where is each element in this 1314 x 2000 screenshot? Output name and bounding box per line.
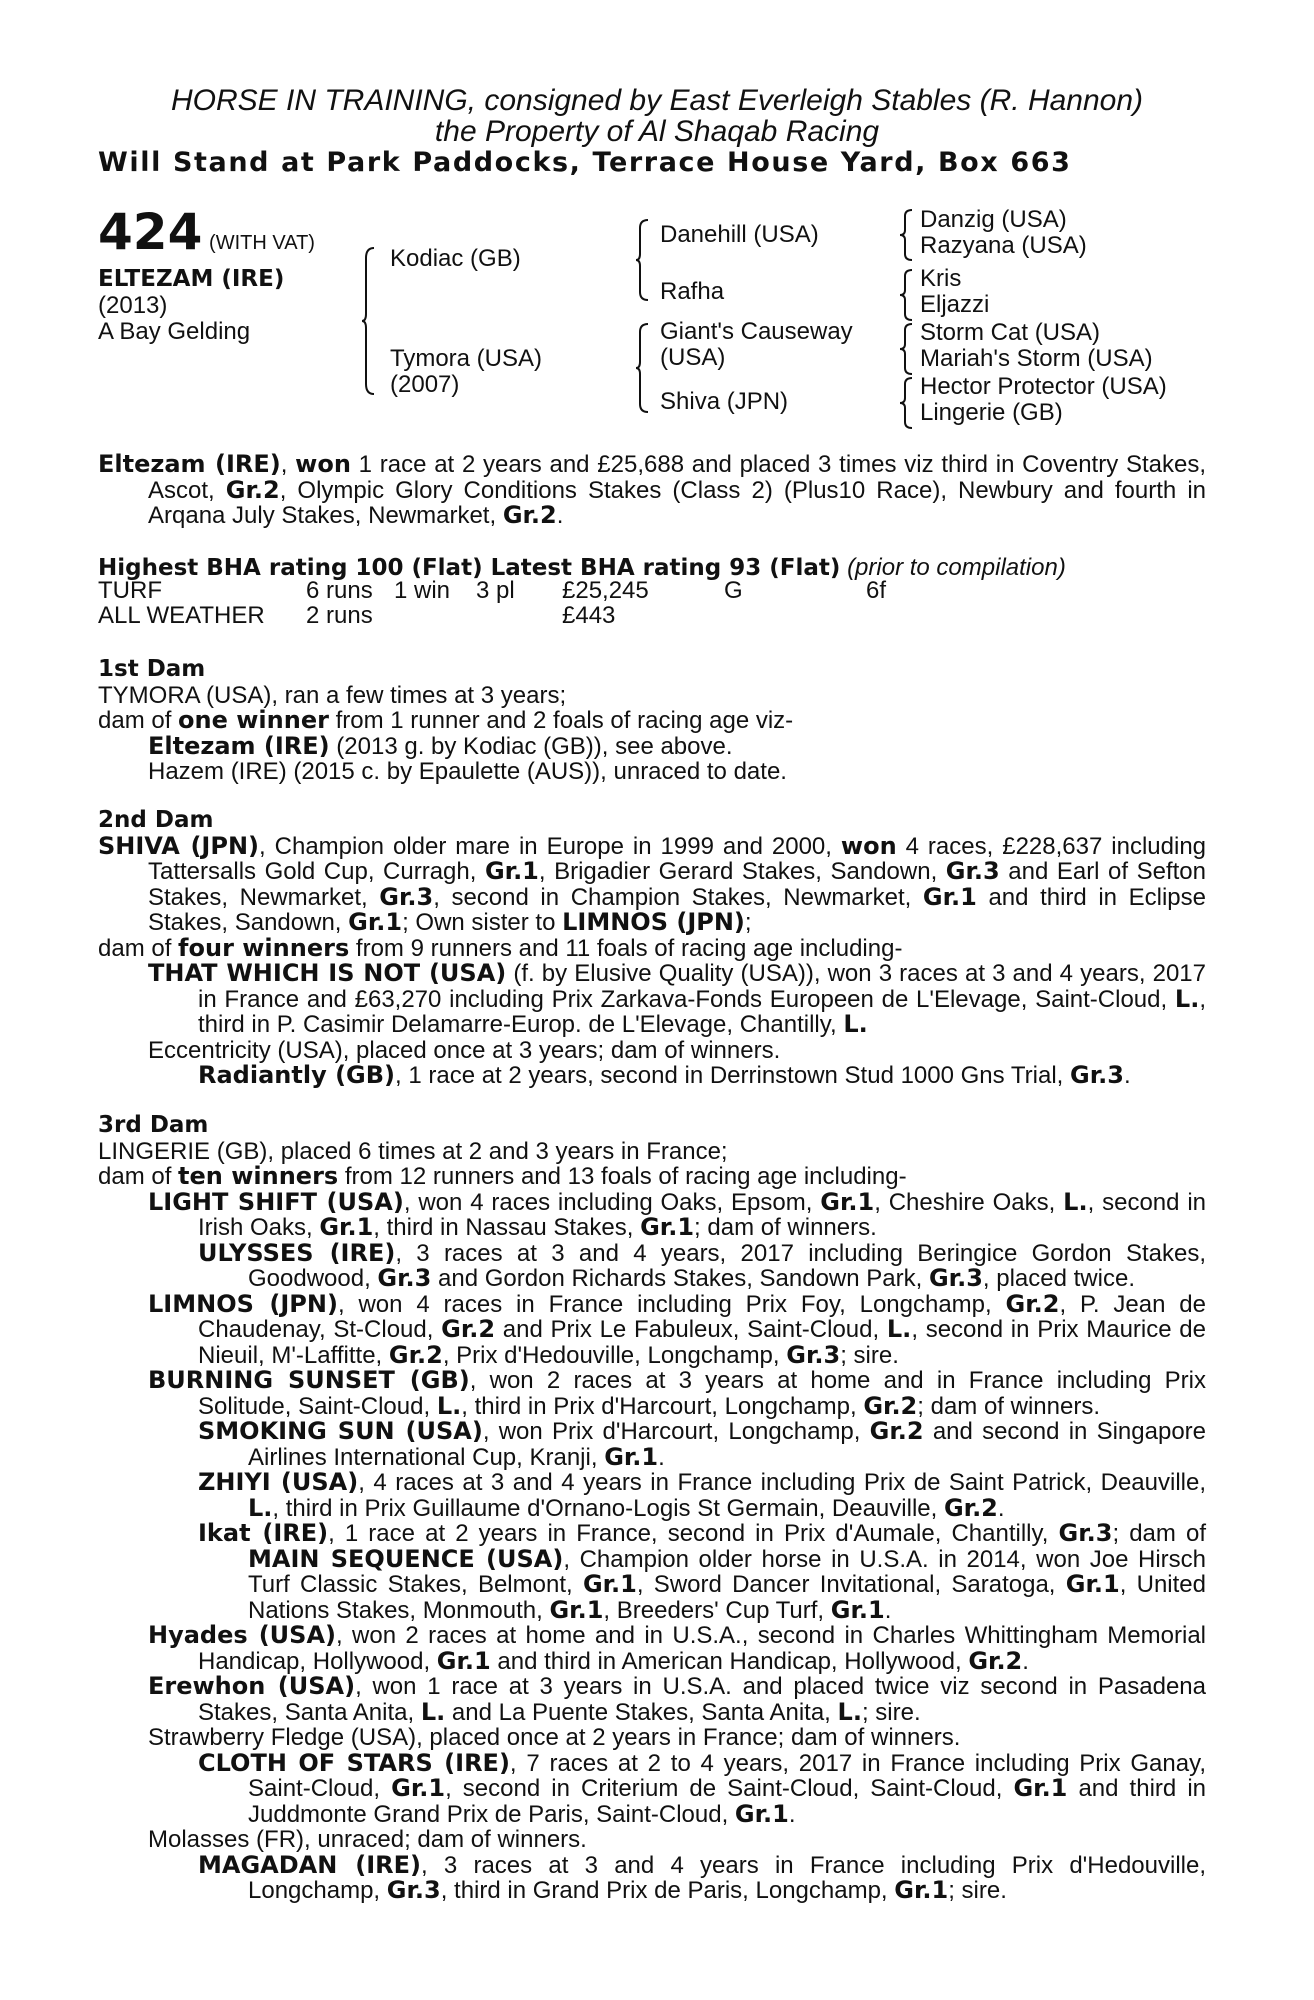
pedigree-ssd: Razyana (USA) <box>920 232 1087 259</box>
second-dam-section: 2nd Dam SHIVA (JPN), Champion older mare in Europe in 1999 and 2000, won 4 races, £228,637 including Tattersalls Gold Cup, Curragh, Gr.1, Brigadier Gerard Stakes, Sandown, Gr.3 and Earl of Sefton Stakes, Newmarket, Gr.3, second in Champion Stakes, Newmarket, Gr.1 and third in Eclipse Stakes, Sandown, Gr.1; Own sister to LIMNOS (JPN); dam of four winners from 9 runners and 11 foals of racing age including- THAT WHICH IS NOT (USA) (f. by Elusive Quality (USA)), won 3 races at 3 and 4 years, 2017 in France and £63,270 including Prix Zarkava-Fonds Europeen de L'Elevage, Saint-Cloud, L., third in P. Casimir Delamarre-Europ. de L'Elevage, Chantilly, L. Eccentricity (USA), placed once at 3 years; dam of winners. Radiantly (GB), 1 race at 2 years, second in Derrinstown Stud 1000 Gns Trial, Gr.3. <box>98 807 1207 1089</box>
lot-number: 424 <box>98 203 203 261</box>
pedigree-dam-sire-line2: (USA) <box>660 344 726 371</box>
race-summary: Eltezam (IRE), won 1 race at 2 years and £25,688 and placed 3 times viz third in Coventry Stakes, Ascot, Gr.2, Olympic Glory Conditions Stakes (Class 2) (Plus10 Race), Newbury and fourth in Arqana July Stakes, Newmarket, Gr.2. <box>98 450 1207 529</box>
pedigree-sss: Danzig (USA) <box>920 206 1067 233</box>
pedigree-dam-dam: Shiva (JPN) <box>660 388 789 415</box>
pedigree-dam-sire-line1: Giant's Causeway <box>660 318 853 345</box>
pedigree-brace-dam <box>636 322 654 414</box>
pedigree-dss: Storm Cat (USA) <box>920 319 1101 346</box>
first-dam-section: 1st Dam TYMORA (USA), ran a few times at 3 years; dam of one winner from 1 runner and 2 foals of racing age viz- Eltezam (IRE) (2013 g. by Kodiac (GB)), see above. Hazem (IRE) (2015 c. by Epaulette (AUS)), unraced to date. <box>98 656 794 785</box>
ratings-row-turf-surface: TURF <box>98 577 162 604</box>
pedigree-sds: Kris <box>920 265 962 292</box>
horse-name: ELTEZAM (IRE) <box>98 266 285 292</box>
third-dam-section: 3rd Dam LINGERIE (GB), placed 6 times at 2 and 3 years in France; dam of ten winners from 12 runners and 13 foals of racing age including- LIGHT SHIFT (USA), won 4 races including Oaks, Epsom, Gr.1, Cheshire Oaks, L., second in Irish Oaks, Gr.1, third in Nassau Stakes, Gr.1; dam of winners. ULYSSES (IRE), 3 races at 3 and 4 years, 2017 including Beringice Gordon Stakes, Goodwood, Gr.3 and Gordon Richards Stakes, Sandown Park, Gr.3, placed twice. LIMNOS (JPN), won 4 races in France including Prix Foy, Longchamp, Gr.2, P. Jean de Chaudenay, St-Cloud, Gr.2 and Prix Le Fabuleux, Saint-Cloud, L., second in Prix Maurice de Nieuil, M'-Laffitte, Gr.2, Prix d'Hedouville, Longchamp, Gr.3; sire. BURNING SUNSET (GB), won 2 races at 3 years at home and in France including Prix Solitude, Saint-Cloud, L., third in Prix d'Harcourt, Longchamp, Gr.2; dam of winners. SMOKING SUN (USA), won Prix d'Harcourt, Longchamp, Gr.2 and second in Singapore Airlines International Cup, Kranji, Gr.1. ZHIYI (USA), 4 races at 3 and 4 years in France including Prix de Saint Patrick, Deauville, L., third in Prix Guillaume d'Ornano-Logis St Germain, Deauville, Gr.2. Ikat (IRE), 1 race at 2 years in France, second in Prix d'Aumale, Chantilly, Gr.3; dam of MAIN SEQUENCE (USA), Champion older horse in U.S.A. in 2014, won Joe Hirsch Turf Classic Stakes, Belmont, Gr.1, Sword Dancer Invitational, Saratoga, Gr.1, United Nations Stakes, Monmouth, Gr.1, Breeders' Cup Turf, Gr.1. Hyades (USA), won 2 races at home and in U.S.A., second in Charles Whittingham Memorial Handicap, Hollywood, Gr.1 and third in American Handicap, Hollywood, Gr.2. Erewhon (USA), won 1 race at 3 years in U.S.A. and placed twice viz second in Pasadena Stakes, Santa Anita, L. and La Puente Stakes, Santa Anita, L.; sire. Strawberry Fledge (USA), placed once at 2 years in France; dam of winners. CLOTH OF STARS (IRE), 7 races at 2 to 4 years, 2017 in France including Prix Ganay, Saint-Cloud, Gr.1, second in Criterium de Saint-Cloud, Saint-Cloud, Gr.1 and third in Juddmonte Grand Prix de Paris, Saint-Cloud, Gr.1. Molasses (FR), unraced; dam of winners. MAGADAN (IRE), 3 races at 3 and 4 years in France including Prix d'Hedouville, Longchamp, Gr.3, third in Grand Prix de Paris, Longchamp, Gr.1; sire. <box>98 1112 1207 1904</box>
header-consignor: HORSE IN TRAINING, consigned by East Everleigh Stables (R. Hannon) <box>170 84 1144 117</box>
pedigree-sire: Kodiac (GB) <box>390 245 521 272</box>
pedigree-dds: Hector Protector (USA) <box>920 373 1167 400</box>
pedigree-brace-gen3-1 <box>900 208 916 262</box>
pedigree-brace-gen3-4 <box>900 376 916 430</box>
ratings-row-aw-surface: ALL WEATHER <box>98 602 265 629</box>
lot-number-line <box>98 203 315 268</box>
pedigree-sdd: Eljazzi <box>920 291 990 318</box>
pedigree-brace-gen3-3 <box>900 322 916 376</box>
pedigree-dsd: Mariah's Storm (USA) <box>920 345 1153 372</box>
vat-note: (WITH VAT) <box>209 232 315 254</box>
header-location: Will Stand at Park Paddocks, Terrace House Yard, Box 663 <box>98 147 1072 178</box>
foaling-year: (2013) <box>98 292 168 319</box>
pedigree-ddd: Lingerie (GB) <box>920 399 1063 426</box>
pedigree-sire-sire: Danehill (USA) <box>660 221 819 248</box>
horse-description: A Bay Gelding <box>98 318 251 345</box>
catalogue-page: HORSE IN TRAINING, consigned by East Everleigh Stables (R. Hannon) the Property of Al Shaqab Racing Will Stand at Park Paddocks, Terrace House Yard, Box 663 424 (WITH VAT) ELTEZAM (IRE) (2013) A Bay Gelding Kodiac (GB) Tymora (USA) (2007) Danehill (USA) Rafha Giant's Causeway (USA) Shiva (JPN) Danzig (USA) Razyana (USA) Kris Eljazzi Storm Cat (USA) Mariah's Storm (USA) Hector Protector (USA) Lingerie (GB) Eltezam (IRE), won 1 race at 2 years and £25,688 and placed 3 times viz third in Coventry Stakes, Ascot, Gr.2, Olympic Glory Conditions Stakes (Class 2) (Plus10 Race), Newbury and fourth in Arqana July Stakes, Newmarket, Gr.2. Highest BHA rating 100 (Flat) Latest BHA rating 93 (Flat) (prior to compilation) TURF 6 runs 1 win 3 pl £25,245 G 6f ALL WEATHER 2 runs £443 1st Dam TYMORA (USA), ran a few times at 3 years; dam of one winner from 1 runner and 2 foals of racing age viz- Eltezam (IRE) (2013 g. by Kodiac (GB)), see above. Hazem (IRE) (2015 c. by Epaulette (AUS)), unraced to date. 2nd Dam SHIVA (JPN), Champion older mare in Europe in 1999 and 2000, won 4 races, £228,637 including Tattersalls Gold Cup, Curragh, Gr.1, Brigadier Gerard Stakes, Sandown, Gr.3 and Earl of Sefton Stakes, Newmarket, Gr.3, second in Champion Stakes, Newmarket, Gr.1 and third in Eclipse Stakes, Sandown, Gr.1; Own sister to LIMNOS (JPN); dam of four winners from 9 runners and 11 foals of racing age including- THAT WHICH IS NOT (USA) (f. by Elusive Quality (USA)), won 3 races at 3 and 4 years, 2017 in France and £63,270 including Prix Zarkava-Fonds Europeen de L'Elevage, Saint-Cloud, L., third in P. Casimir Delamarre-Europ. de L'Elevage, Chantilly, L. Eccentricity (USA), placed once at 3 years; dam of winners. Radiantly (GB), 1 race at 2 years, second in Derrinstown Stud 1000 Gns Trial, Gr.3. 3rd Dam LINGERIE (GB), placed 6 times at 2 and 3 years in France; dam of ten winners from 12 runners and 13 foals of racing age including- LIGHT SHIFT (USA), won 4 races including Oaks, Epsom, Gr.1, Cheshire Oaks, L., second in Irish Oaks, Gr.1, third in Nassau Stakes, Gr.1; dam of winners. ULYSSES (IRE), 3 races at 3 and 4 years, 2017 including Beringice Gordon Stakes, Goodwood, Gr.3 and Gordon Richards Stakes, Sandown Park, Gr.3, placed twice. LIMNOS (JPN), won 4 races in France including Prix Foy, Longchamp, Gr.2, P. Jean de Chaudenay, St-Cloud, Gr.2 and Prix Le Fabuleux, Saint-Cloud, L., second in Prix Maurice de Nieuil, M'-Laffitte, Gr.2, Prix d'Hedouville, Longchamp, Gr.3; sire. BURNING SUNSET (GB), won 2 races at 3 years at home and in France including Prix Solitude, Saint-Cloud, L., third in Prix d'Harcourt, Longchamp, Gr.2; dam of winners. SMOKING SUN (USA), won Prix d'Harcourt, Longchamp, Gr.2 and second in Singapore Airlines International Cup, Kranji, Gr.1. ZHIYI (USA), 4 races at 3 and 4 years in France including Prix de Saint Patrick, Deauville, L., third in Prix Guillaume d'Ornano-Logis St Germain, Deauville, Gr.2. Ikat (IRE), 1 race at 2 years in France, second in Prix d'Aumale, Chantilly, Gr.3; dam of MAIN SEQUENCE (USA), Champion older horse in U.S.A. in 2014, won Joe Hirsch Turf Classic Stakes, Belmont, Gr.1, Sword Dancer Invitational, Saratoga, Gr.1, United Nations Stakes, Monmouth, Gr.1, Breeders' Cup Turf, Gr.1. Hyades (USA), won 2 races at home and in U.S.A., second in Charles Whittingham Memorial Handicap, Hollywood, Gr.1 and third in American Handicap, Hollywood, Gr.2. Erewhon (USA), won 1 race at 3 years in U.S.A. and placed twice viz second in Pasadena Stakes, Santa Anita, L. and La Puente Stakes, Santa Anita, L.; sire. Strawberry Fledge (USA), placed once at 2 years in France; dam of winners. CLOTH OF STARS (IRE), 7 races at 2 to 4 years, 2017 in France including Prix Ganay, Saint-Cloud, Gr.1, second in Criterium de Saint-Cloud, Saint-Cloud, Gr.1 and third in Juddmonte Grand Prix de Paris, Saint-Cloud, Gr.1. Molasses (FR), unraced; dam of winners. MAGADAN (IRE), 3 races at 3 and 4 years in France including Prix d'Hedouville, Longchamp, Gr.3, third in Grand Prix de Paris, Longchamp, Gr.1; sire. <box>0 0 1314 2000</box>
pedigree-brace-gen1 <box>362 246 382 396</box>
pedigree-dam-line2: (2007) <box>390 371 460 398</box>
ratings-heading: Highest BHA rating 100 (Flat) Latest BHA rating 93 (Flat) (prior to compilation) <box>98 554 1066 581</box>
pedigree-brace-gen3-2 <box>900 268 916 322</box>
pedigree-sire-dam: Rafha <box>660 278 725 305</box>
header-property: the Property of Al Shaqab Racing <box>434 115 880 148</box>
pedigree-dam-line1: Tymora (USA) <box>390 345 543 372</box>
pedigree-brace-sire <box>636 218 654 303</box>
